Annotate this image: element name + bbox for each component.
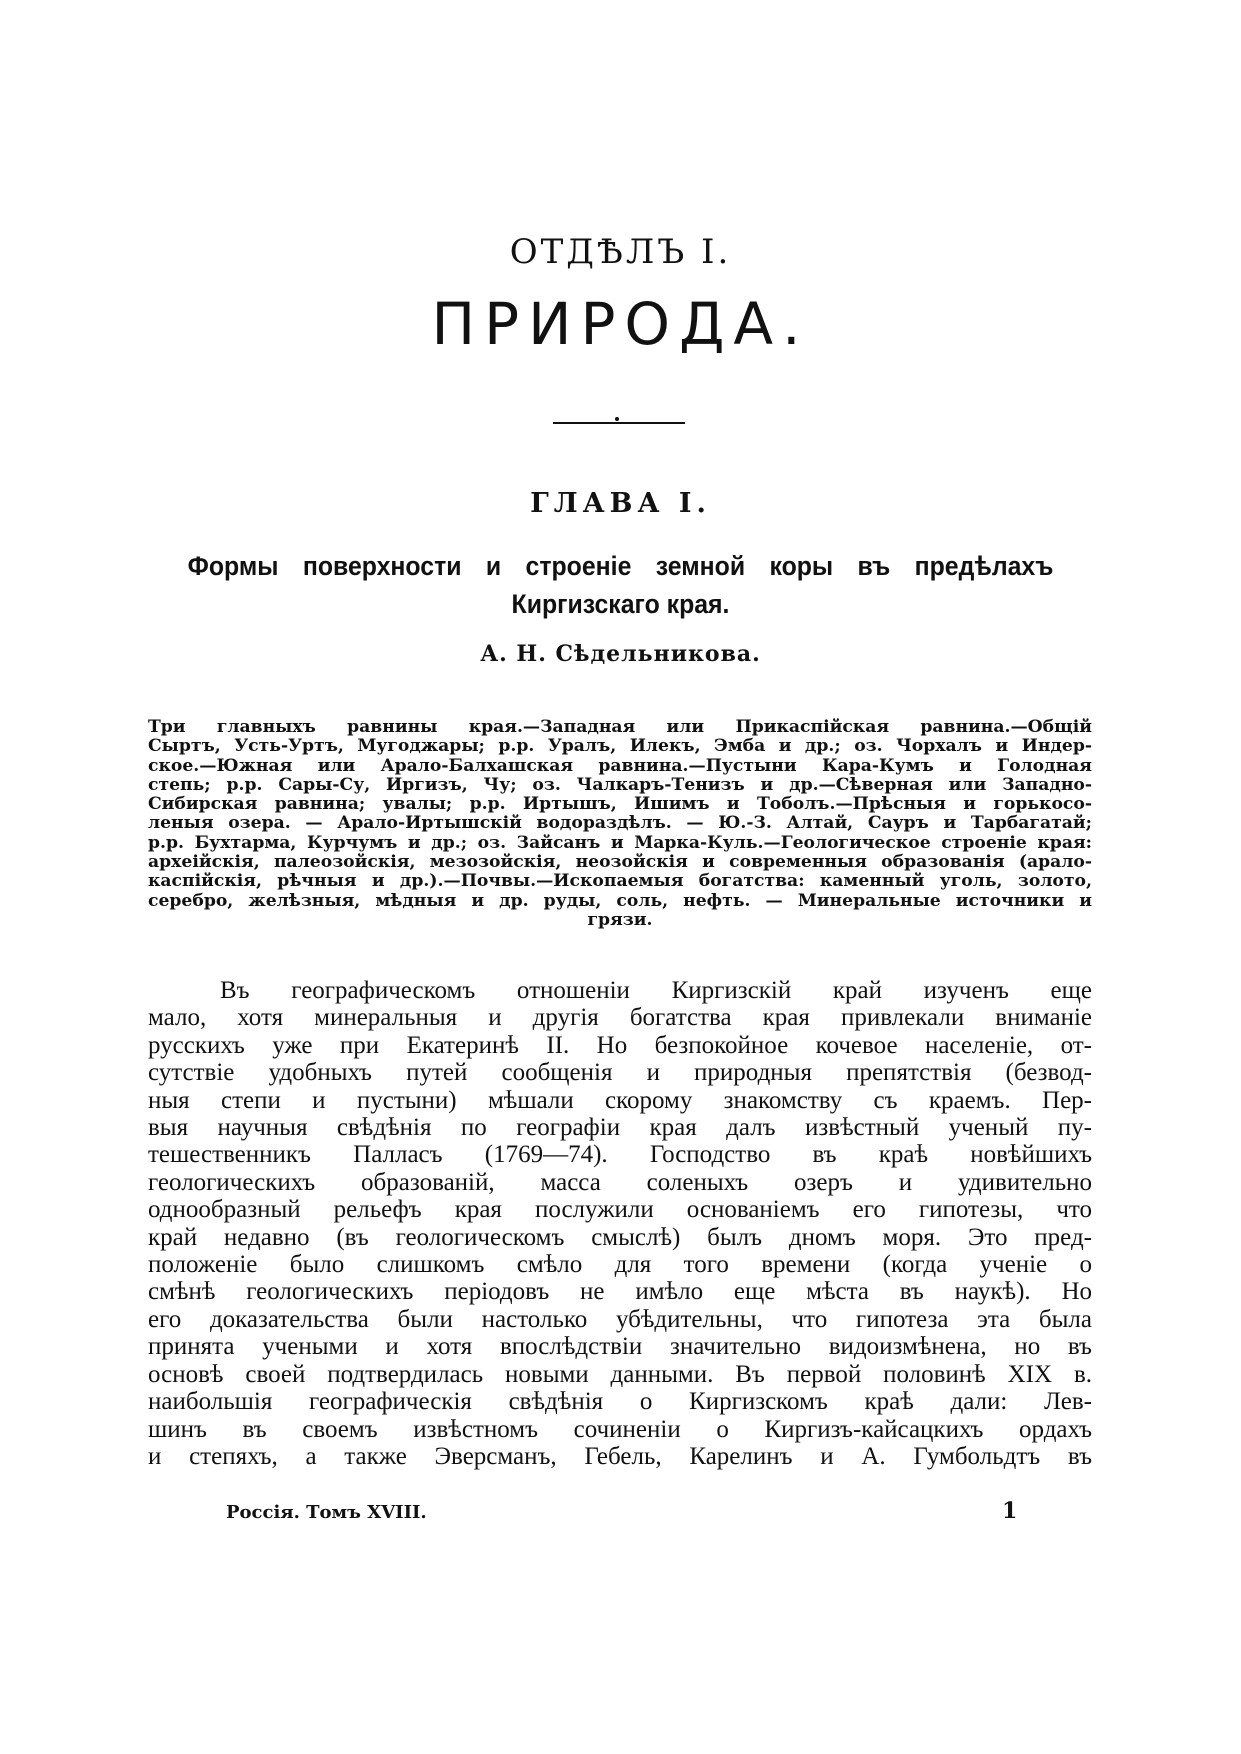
summary-line: грязи. [587, 909, 653, 930]
body-line: основѣ своей подтвердилась новыми данными. Въ первой половинѣ XIX в. [148, 1360, 1092, 1388]
summary-line: археійскія, палеозойскія, мезозойскія, неозойскія и современныя образованія (арало- [148, 852, 1092, 873]
footer-signature: Россія. Томъ XVIII. [226, 1502, 427, 1523]
summary-line: Три главныхъ равнины края.—Западная или Прикаспійская равнина.—Общій [148, 717, 1092, 737]
section-title: ПРИРОДА. [431, 290, 810, 358]
body-line: его доказательства были настолько убѣдительны, что гипотеза эта была [148, 1305, 1092, 1333]
body-line: мало, хотя минеральныя и другія богатства края привлекали вниманіе [148, 1004, 1092, 1032]
section-label: ОТДѢЛЪ I. [509, 232, 732, 272]
body-line: смѣнѣ геологическихъ періодовъ не имѣло еще мѣста въ наукѣ). Но [148, 1278, 1092, 1306]
body-line: принята учеными и хотя впослѣдствіи значительно видоизмѣнена, но въ [148, 1333, 1092, 1361]
summary-line: р.р. Бухтарма, Курчумъ и др.; оз. Зайсанъ и Марка-Куль.—Геологическое строеніе края: [148, 832, 1092, 853]
summary-line: леныя озера. — Арало-Иртышскій водораздѣлъ. — Ю.-З. Алтай, Сауръ и Тарбагатай; [148, 813, 1092, 834]
body-line: сутствіе удобныхъ путей сообщенія и природныя препятствія (безвод- [148, 1059, 1092, 1087]
body-line: шинъ въ своемъ извѣстномъ сочиненіи о Киргизъ-кайсацкихъ ордахъ [148, 1415, 1092, 1443]
body-line: наибольшія географическія свѣдѣнія о Киргизскомъ краѣ дали: Лев- [148, 1388, 1092, 1416]
body-line: тешественникъ Палласъ (1769—74). Господство въ краѣ новѣйшихъ [148, 1141, 1092, 1169]
body-line: геологическихъ образованій, масса соленыхъ озеръ и удивительно [148, 1168, 1092, 1196]
chapter-title: Формы поверхности и строеніе земной коры въ предѣлахъ Киргизскаго края. [187, 551, 1054, 619]
chapter-summary [148, 718, 1092, 930]
body-line: и степяхъ, а также Эверсманъ, Гебель, Карелинъ и А. Гумбольдтъ въ [148, 1442, 1092, 1470]
body-line: край недавно (въ геологическомъ смыслѣ) былъ дномъ моря. Это пред- [148, 1223, 1092, 1251]
chapter-author: А. Н. Сѣдельникова. [480, 641, 761, 667]
body-line: русскихъ уже при Екатеринѣ II. Но безпокойное кочевое населеніе, от- [148, 1031, 1092, 1059]
summary-line: Сыртъ, Усть-Уртъ, Мугоджары; р.р. Уралъ, Илекъ, Эмба и др.; оз. Чорхалъ и Индер- [148, 736, 1092, 757]
body-paragraph [148, 977, 1092, 1470]
summary-line: ское.—Южная или Арало-Балхашская равнина.—Пустыни Кара-Кумъ и Голодная [148, 755, 1092, 776]
chapter-label: ГЛАВА I. [530, 488, 711, 519]
body-line: однообразный рельефъ края послужили основаніемъ его гипотезы, что [148, 1196, 1092, 1224]
summary-line: каспійскія, рѣчныя и др.).—Почвы.—Ископаемыя богатства: каменный уголь, золото, [148, 871, 1092, 892]
summary-line: степь; р.р. Сары-Су, Иргизъ, Чу; оз. Чалкаръ-Тенизъ и др.—Сѣверная или Западно- [148, 774, 1092, 795]
summary-line: Сибирская равнина; увалы; р.р. Иртышъ, Ишимъ и Тоболъ.—Прѣсныя и горькосо- [148, 794, 1092, 815]
summary-line: серебро, желѣзныя, мѣдныя и др. руды, соль, нефть. — Минеральные источники и [148, 890, 1092, 911]
page-number: 1 [1002, 1498, 1018, 1524]
body-line: выя научныя свѣдѣнія по географіи края далъ извѣстный ученый пу- [148, 1114, 1092, 1142]
divider-rule [553, 422, 685, 424]
body-line: положеніе было слишкомъ смѣло для того времени (когда ученіе о [148, 1251, 1092, 1279]
divider-dot [615, 417, 619, 421]
body-line: ныя степи и пустыни) мѣшали скорому знакомству съ краемъ. Пер- [148, 1086, 1092, 1114]
body-line: Въ географическомъ отношеніи Киргизскій край изученъ еще [220, 977, 1092, 1004]
